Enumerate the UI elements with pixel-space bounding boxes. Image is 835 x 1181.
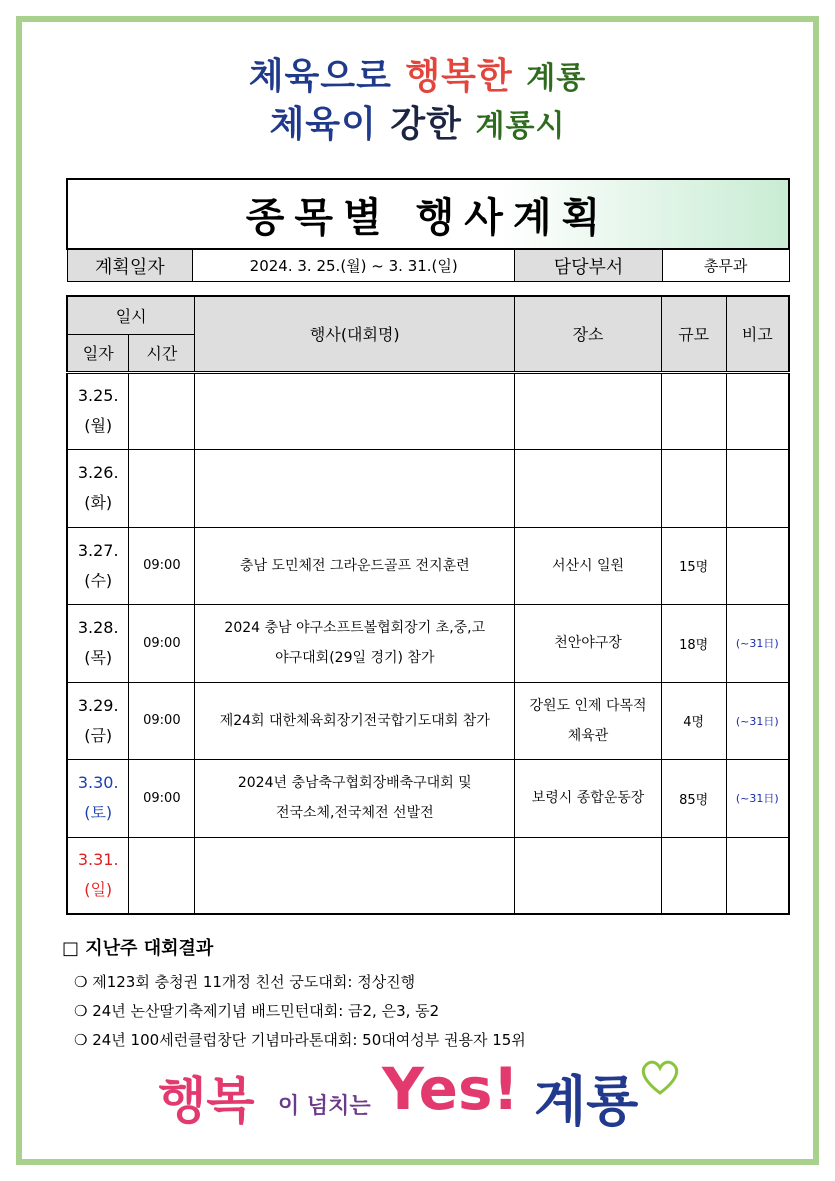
row-time xyxy=(129,449,195,527)
page-title: 종목별 행사계획 xyxy=(67,179,789,249)
row-event: 2024년 충남축구협회장배축구대회 및 전국소체,전국체전 선발전 xyxy=(195,759,515,837)
footer-word: 행복 xyxy=(158,1072,255,1130)
row-size xyxy=(661,372,726,449)
footer-word: 계룡 xyxy=(534,1070,639,1133)
plan-date-value: 2024. 3. 25.(월) ~ 3. 31.(일) xyxy=(193,249,515,282)
result-item: ❍ 24년 논산딸기축제기념 배드민턴대회: 금2, 은3, 동2 xyxy=(74,1002,440,1020)
header-place: 장소 xyxy=(515,296,662,372)
heart-icon xyxy=(638,1057,682,1097)
last-week-results xyxy=(62,934,526,1055)
title-table xyxy=(66,178,790,282)
result-item: ❍ 제123회 충청권 11개정 친선 궁도대회: 정상진행 xyxy=(74,973,416,991)
row-date: 3.26. (화) xyxy=(67,449,129,527)
table-row xyxy=(67,837,789,914)
row-size xyxy=(661,837,726,914)
row-event: 제24회 대한체육회장기전국합기도대회 참가 xyxy=(195,682,515,759)
dept-value: 총무과 xyxy=(662,249,789,282)
dept-label: 담당부서 xyxy=(515,249,663,282)
row-date: 3.28. (목) xyxy=(67,604,129,682)
row-event xyxy=(195,449,515,527)
row-time xyxy=(129,837,195,914)
footer-word: 이 넘치는 xyxy=(278,1094,371,1119)
row-place: 강원도 인제 다목적 체육관 xyxy=(515,682,662,759)
header-event: 행사(대회명) xyxy=(195,296,515,372)
row-time: 09:00 xyxy=(129,527,195,604)
header-note: 비고 xyxy=(726,296,789,372)
table-row xyxy=(67,759,789,837)
row-place: 보령시 종합운동장 xyxy=(515,759,662,837)
slogan-line-2 xyxy=(0,96,835,147)
row-note xyxy=(726,372,789,449)
row-time: 09:00 xyxy=(129,604,195,682)
header-size: 규모 xyxy=(661,296,726,372)
row-place xyxy=(515,837,662,914)
row-date: 3.27. (수) xyxy=(67,527,129,604)
row-note: (~31日) xyxy=(726,759,789,837)
row-date: 3.25. (월) xyxy=(67,372,129,449)
header-date: 일자 xyxy=(67,334,129,372)
result-item: ❍ 24년 100세런클럽창단 기념마라톤대회: 50대여성부 권용자 15위 xyxy=(74,1031,526,1049)
table-row xyxy=(67,527,789,604)
header-datetime: 일시 xyxy=(67,296,195,334)
row-time xyxy=(129,372,195,449)
footer-word: Yes! xyxy=(382,1055,519,1123)
row-place: 천안야구장 xyxy=(515,604,662,682)
row-time: 09:00 xyxy=(129,682,195,759)
row-note xyxy=(726,527,789,604)
row-note xyxy=(726,449,789,527)
slogan-word: 체육으로 xyxy=(248,56,392,97)
row-place: 서산시 일원 xyxy=(515,527,662,604)
header-time: 시간 xyxy=(129,334,195,372)
slogan-word: 행복한 xyxy=(405,56,513,97)
row-date: 3.30. (토) xyxy=(67,759,129,837)
row-note: (~31日) xyxy=(726,682,789,759)
row-place xyxy=(515,449,662,527)
row-event xyxy=(195,837,515,914)
plan-date-label: 계획일자 xyxy=(67,249,193,282)
row-size: 15명 xyxy=(661,527,726,604)
row-place xyxy=(515,372,662,449)
schedule-table xyxy=(66,295,790,915)
row-note xyxy=(726,837,789,914)
table-row xyxy=(67,604,789,682)
row-size: 85명 xyxy=(661,759,726,837)
row-size: 18명 xyxy=(661,604,726,682)
slogan-word: 체육이 xyxy=(269,104,377,145)
row-event xyxy=(195,372,515,449)
results-heading: □ 지난주 대회결과 xyxy=(62,938,214,959)
slogan-line-1 xyxy=(0,48,835,99)
row-time: 09:00 xyxy=(129,759,195,837)
row-note: (~31日) xyxy=(726,604,789,682)
slogan-word: 계룡시 xyxy=(475,109,566,144)
footer-slogan xyxy=(150,1055,690,1135)
table-row xyxy=(67,682,789,759)
row-size: 4명 xyxy=(661,682,726,759)
slogan-word: 계룡 xyxy=(526,61,587,96)
row-date: 3.29. (금) xyxy=(67,682,129,759)
row-size xyxy=(661,449,726,527)
table-row xyxy=(67,449,789,527)
row-date: 3.31. (일) xyxy=(67,837,129,914)
slogan-word: 강한 xyxy=(390,104,462,145)
row-event: 2024 충남 야구소프트볼협회장기 초,중,고 야구대회(29일 경기) 참가 xyxy=(195,604,515,682)
table-row xyxy=(67,372,789,449)
row-event: 충남 도민체전 그라운드골프 전지훈련 xyxy=(195,527,515,604)
